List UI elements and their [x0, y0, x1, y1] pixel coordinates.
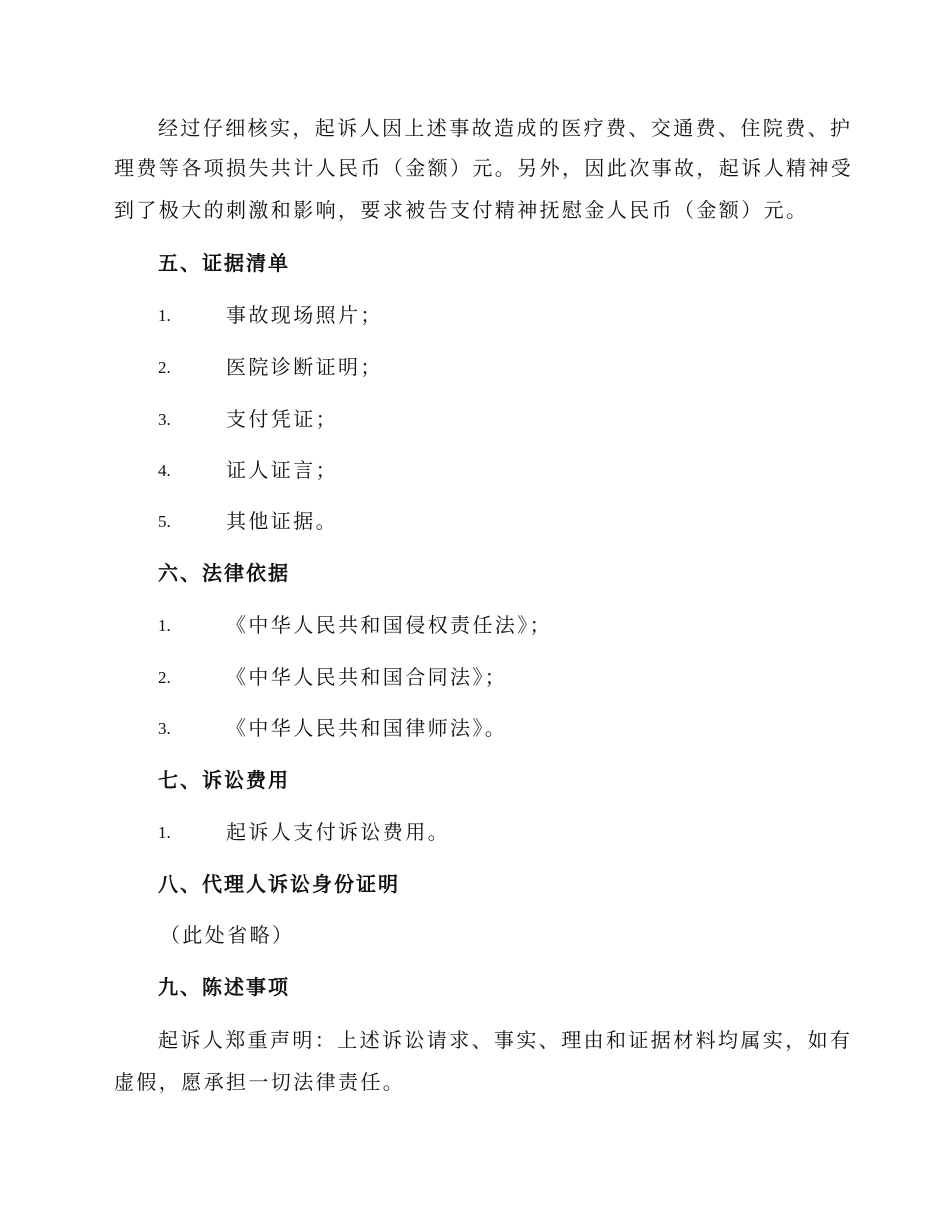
list-number: 2.: [158, 358, 171, 377]
list-number: 1.: [158, 823, 171, 842]
statement-line-1: 起诉人郑重声明：上述诉讼请求、事实、理由和证据材料均属实，如有: [158, 1028, 853, 1052]
list-number: 3.: [158, 410, 171, 429]
intro-line-2: 理费等各项损失共计人民币（金额）元。另外，因此次事故，起诉人精神受: [114, 156, 854, 180]
section-heading-legal-basis: 六、法律依据: [158, 561, 290, 585]
evidence-item: 证人证言；: [226, 458, 338, 482]
list-number: 2.: [158, 668, 171, 687]
legal-basis-item: 《中华人民共和国合同法》；: [226, 665, 508, 689]
evidence-item: 医院诊断证明；: [226, 355, 383, 379]
section-heading-agent-identity: 八、代理人诉讼身份证明: [158, 872, 400, 896]
evidence-item: 支付凭证；: [226, 407, 338, 431]
list-number: 1.: [158, 616, 171, 635]
section-heading-statement: 九、陈述事项: [158, 975, 290, 999]
omitted-note: （此处省略）: [160, 923, 295, 947]
legal-basis-item: 《中华人民共和国侵权责任法》；: [226, 613, 552, 637]
statement-line-2: 虚假，愿承担一切法律责任。: [114, 1070, 406, 1094]
section-heading-evidence: 五、证据清单: [158, 251, 290, 275]
list-number: 3.: [158, 719, 171, 738]
intro-line-3: 到了极大的刺激和影响，要求被告支付精神抚慰金人民币（金额）元。: [114, 198, 809, 222]
list-number: 1.: [158, 306, 171, 325]
fee-item: 起诉人支付诉讼费用。: [226, 820, 450, 844]
list-number: 5.: [158, 512, 171, 531]
legal-basis-item: 《中华人民共和国律师法》。: [226, 716, 508, 740]
section-heading-litigation-fees: 七、诉讼费用: [158, 768, 290, 792]
list-number: 4.: [158, 461, 171, 480]
evidence-item: 事故现场照片；: [226, 303, 383, 327]
evidence-item: 其他证据。: [226, 509, 338, 533]
intro-line-1: 经过仔细核实，起诉人因上述事故造成的医疗费、交通费、住院费、护: [158, 116, 853, 140]
